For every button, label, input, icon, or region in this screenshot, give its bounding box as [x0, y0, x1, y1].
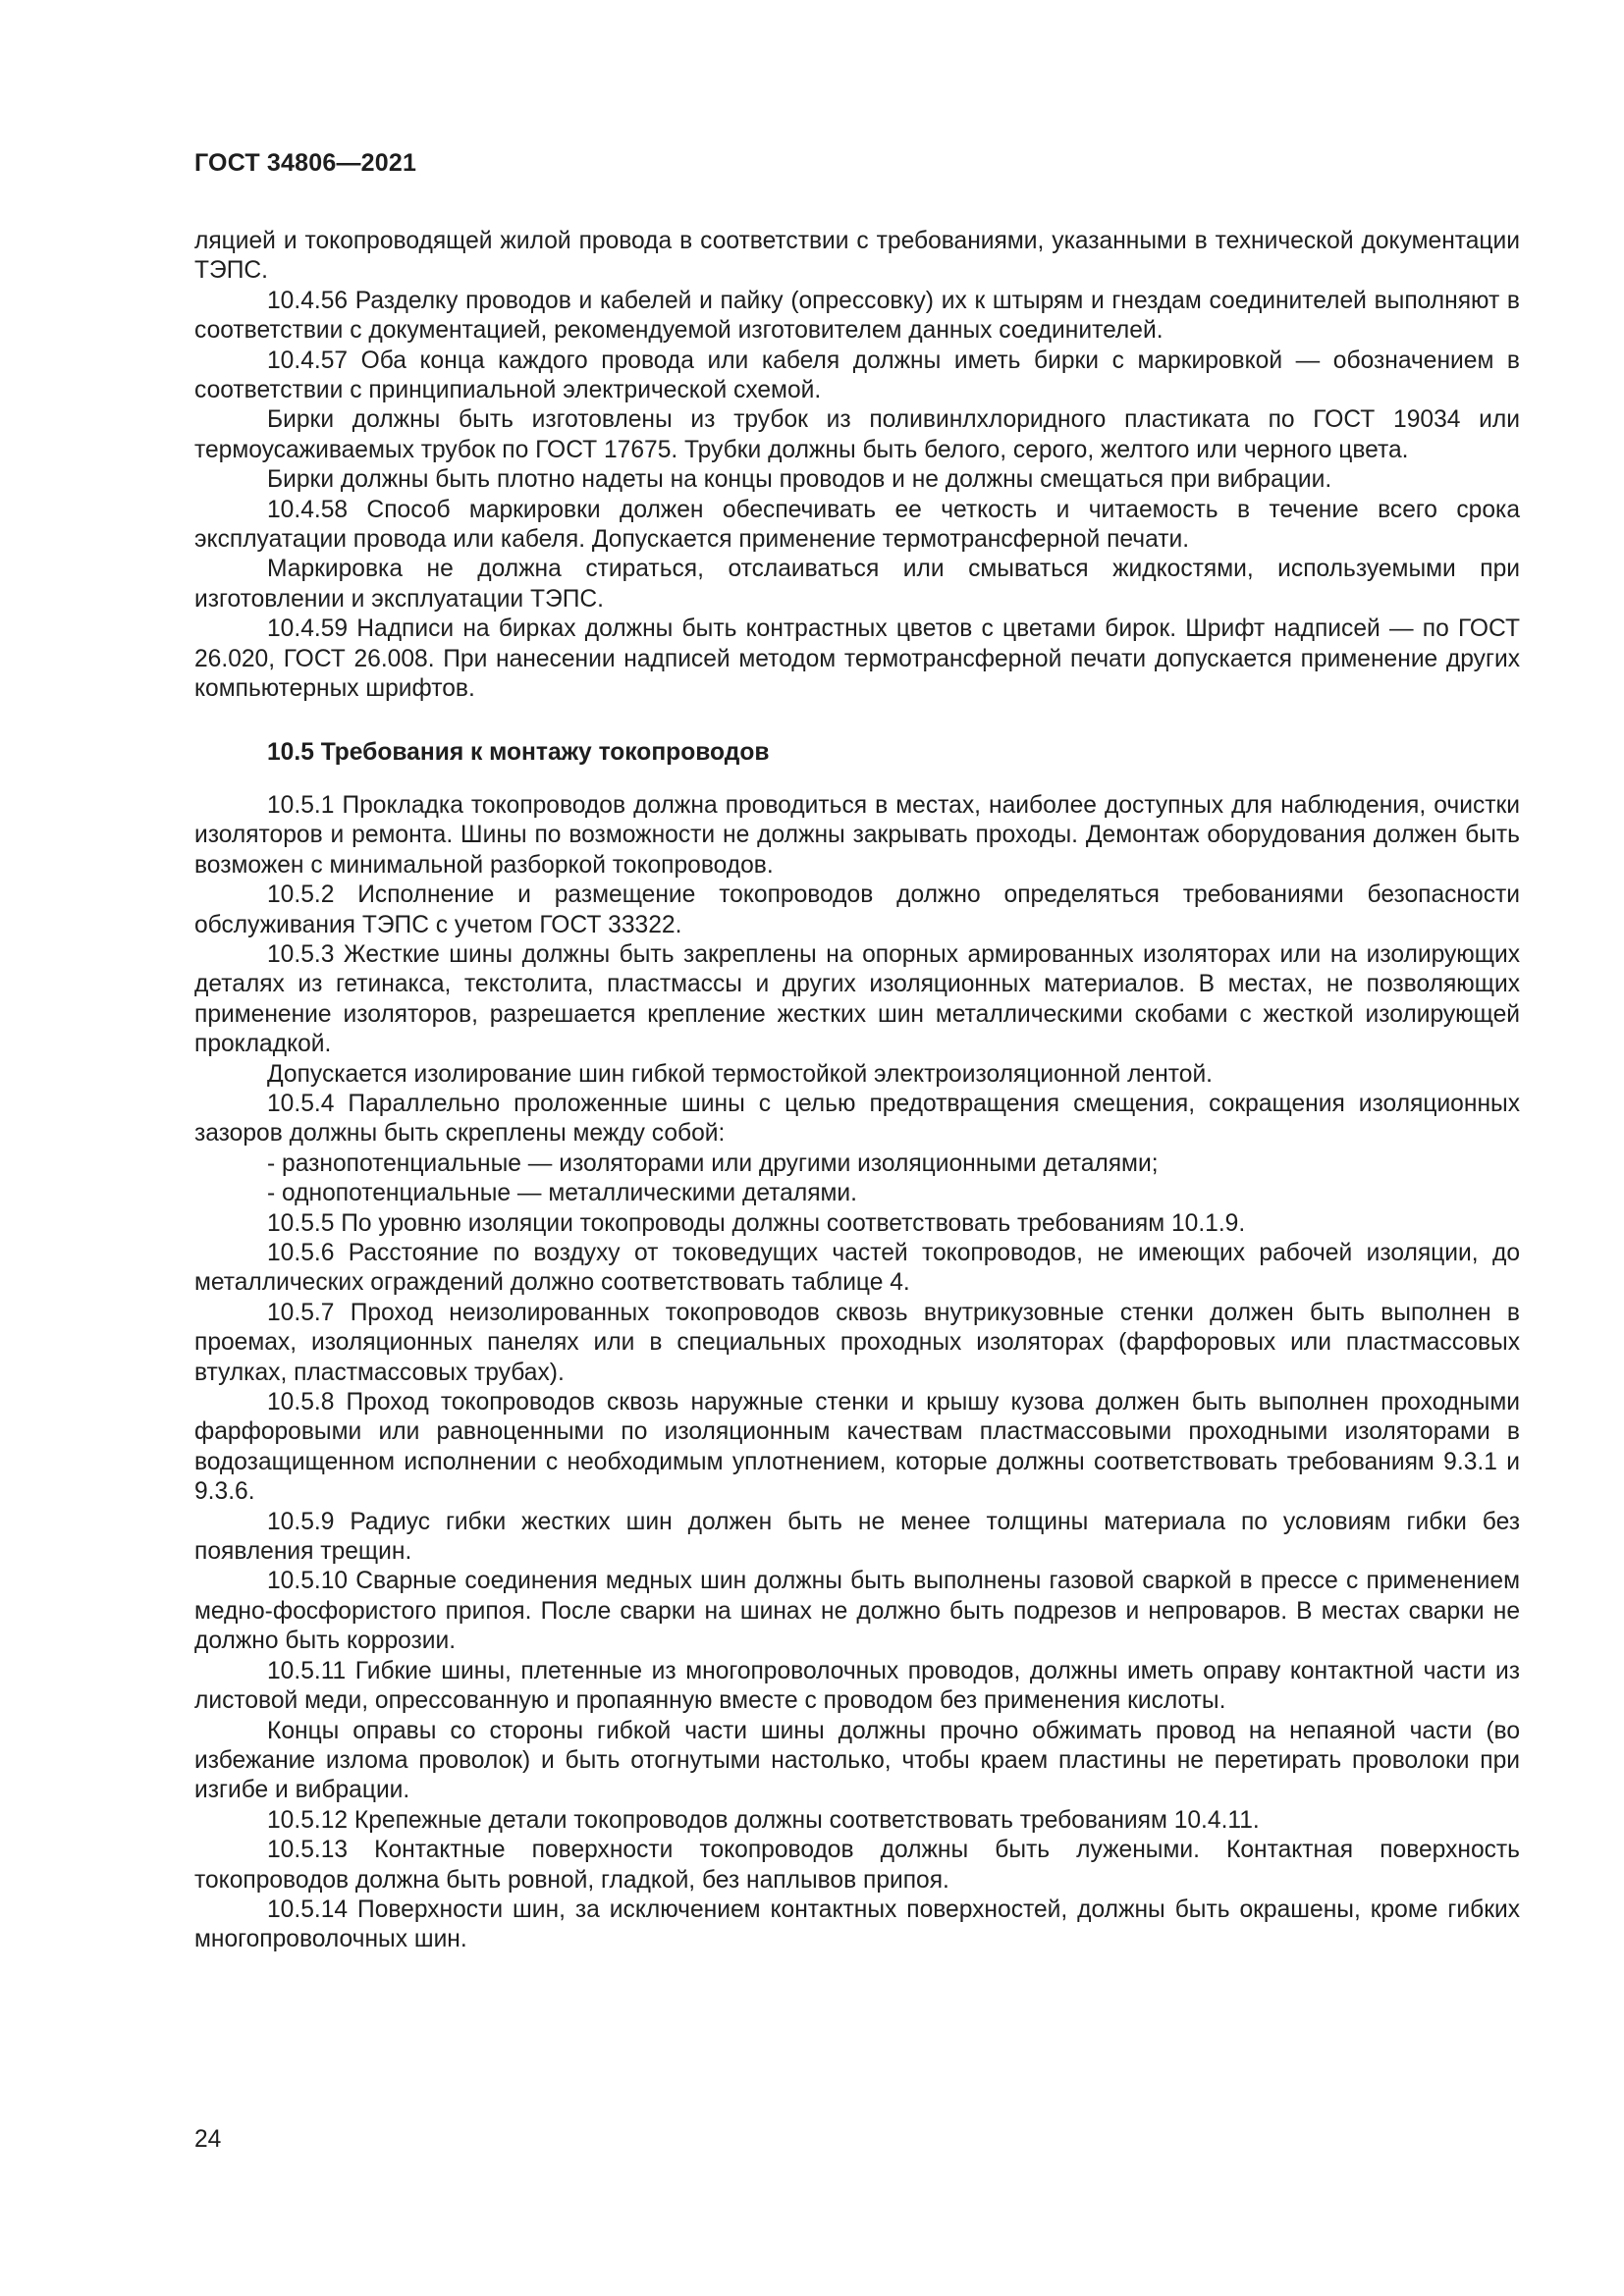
paragraph-10-5-14: 10.5.14 Поверхности шин, за исключением контактных поверхностей, должны быть окрашены, кроме гибких многопроволочных шин. — [194, 1896, 1520, 1953]
standard-header: ГОСТ 34806—2021 — [194, 149, 417, 177]
paragraph-insulating-tape: Допускается изолирование шин гибкой термостойкой электроизоляционной лентой. — [267, 1060, 1214, 1088]
list-item-same-potential: - однопотенциальные — металлическими деталями. — [267, 1180, 857, 1207]
paragraph-10-5-2: 10.5.2 Исполнение и размещение токопроводов должно определяться требованиями безопасности обслуживания ТЭПС с учетом ГОСТ 33322. — [194, 881, 1520, 938]
page-number: 24 — [194, 2126, 222, 2153]
paragraph-10-5-5: 10.5.5 По уровню изоляции токопроводы должны соответствовать требованиям 10.1.9. — [267, 1209, 1246, 1237]
paragraph-10-5-13: 10.5.13 Контактные поверхности токопроводов должны быть лужеными. Контактная поверхность токопроводов должна быть ровной, гладкой, без наплывов припоя. — [194, 1837, 1520, 1894]
paragraph-10-5-12: 10.5.12 Крепежные детали токопроводов должны соответствовать требованиям 10.4.11. — [267, 1806, 1260, 1834]
paragraph-10-4-57: 10.4.57 Оба конца каждого провода или кабеля должны иметь бирки с маркировкой — обозначением в соответствии с принципиальной электрической схемой. — [194, 347, 1520, 404]
paragraph-10-5-3: 10.5.3 Жесткие шины должны быть закреплены на опорных армированных изоляторах или на изолирующих деталях из гетинакса, текстолита, пластмассы и других изоляционных материалов. В местах, не позволяющих применение изоляторов, разрешается крепление жестких шин металлическими скобами с жесткой изолирующей прокладкой. — [194, 940, 1520, 1058]
paragraph-10-5-7: 10.5.7 Проход неизолированных токопроводов сквозь внутрикузовные стенки должен быть выполнен в проемах, изоляционных панелях или в специальных проходных изоляторах (фарфоровых или пластмассовых втулках, пластмассовых трубах). — [194, 1299, 1520, 1386]
paragraph-10-4-56: 10.4.56 Разделку проводов и кабелей и пайку (опрессовку) их к штырям и гнездам соединителей выполняют в соответствии с документацией, рекомендуемой изготовителем данных соединителей. — [194, 287, 1520, 345]
document-body — [194, 227, 1520, 1955]
paragraph-10-5-1: 10.5.1 Прокладка токопроводов должна проводиться в местах, наиболее доступных для наблюдения, очистки изоляторов и ремонта. Шины по возможности не должны закрывать проходы. Демонтаж оборудования должен быть возможен с минимальной разборкой токопроводов. — [194, 791, 1520, 879]
paragraph-10-5-9: 10.5.9 Радиус гибки жестких шин должен быть не менее толщины материала по условиям гибки без появления трещин. — [194, 1508, 1520, 1566]
paragraph-frame-ends: Концы оправы со стороны гибкой части шины должны прочно обжимать провод на непаяной части (во избежание излома проволок) и быть отогнутыми настолько, чтобы краем пластины не перетирать проволоки при изгибе и вибрации. — [194, 1717, 1520, 1804]
paragraph-continuation: ляцией и токопроводящей жилой провода в соответствии с требованиями, указанными в технической документации ТЭПС. — [194, 228, 1520, 285]
paragraph-marking-durability: Маркировка не должна стираться, отслаиваться или смываться жидкостями, используемыми при изготовлении и эксплуатации ТЭПС. — [194, 556, 1520, 613]
paragraph-10-5-4: 10.5.4 Параллельно проложенные шины с целью предотвращения смещения, сокращения изоляционных зазоров должны быть скреплены между собой: — [194, 1090, 1520, 1148]
section-heading-10-5: 10.5 Требования к монтажу токопроводов — [267, 738, 770, 766]
paragraph-10-5-8: 10.5.8 Проход токопроводов сквозь наружные стенки и крышу кузова должен быть выполнен проходными фарфоровыми или равноценными по изоляционным качествам пластмассовыми проходными изоляторами в водозащищенном исполнении с необходимым уплотнением, которые должны соответствовать требованиям 9.3.1 и 9.3.6. — [194, 1389, 1520, 1506]
paragraph-10-4-59: 10.4.59 Надписи на бирках должны быть контрастных цветов с цветами бирок. Шрифт надписей — по ГОСТ 26.020, ГОСТ 26.008. При нанесении надписей методом термотрансферной печати допускается применение других компьютерных шрифтов. — [194, 615, 1520, 703]
paragraph-10-5-11: 10.5.11 Гибкие шины, плетенные из многопроволочных проводов, должны иметь оправу контактной части из листовой меди, опрессованную и пропаянную вместе с проводом без применения кислоты. — [194, 1657, 1520, 1715]
paragraph-10-5-10: 10.5.10 Сварные соединения медных шин должны быть выполнены газовой сваркой в прессе с применением медно-фосфористого припоя. После сварки на шинах не должно быть подрезов и непроваров. В местах сварки не должно быть коррозии. — [194, 1568, 1520, 1655]
paragraph-tag-fit: Бирки должны быть плотно надеты на концы проводов и не должны смещаться при вибрации. — [267, 466, 1332, 494]
paragraph-tag-material: Бирки должны быть изготовлены из трубок из поливинлхлоридного пластиката по ГОСТ 19034 или термоусаживаемых трубок по ГОСТ 17675. Трубки должны быть белого, серого, желтого или черного цвета. — [194, 406, 1520, 463]
list-item-different-potential: - разнопотенциальные — изоляторами или другими изоляционными деталями; — [267, 1149, 1159, 1177]
paragraph-10-5-6: 10.5.6 Расстояние по воздуху от токоведущих частей токопроводов, не имеющих рабочей изоляции, до металлических ограждений должно соответствовать таблице 4. — [194, 1240, 1520, 1297]
paragraph-10-4-58: 10.4.58 Способ маркировки должен обеспечивать ее четкость и читаемость в течение всего срока эксплуатации провода или кабеля. Допускается применение термотрансферной печати. — [194, 496, 1520, 554]
